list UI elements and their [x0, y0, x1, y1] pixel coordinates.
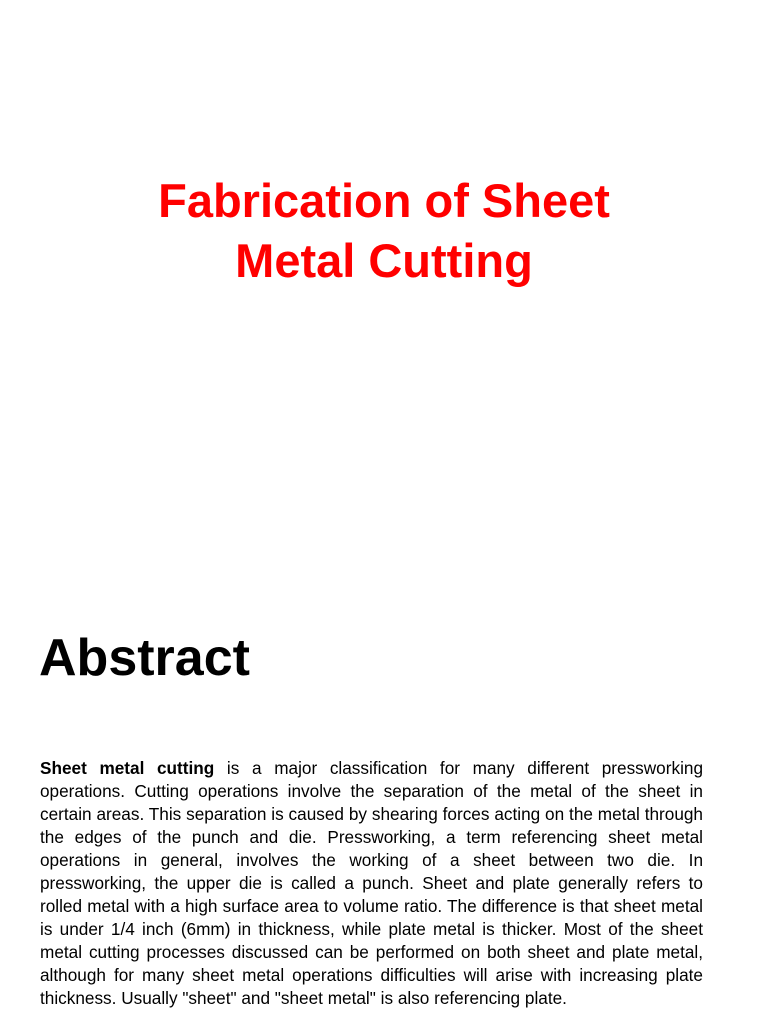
title-line-1: Fabrication of Sheet [158, 174, 610, 227]
document-title [0, 171, 768, 291]
abstract-heading: Abstract [39, 629, 250, 687]
abstract-lead-term: Sheet metal cutting [40, 758, 215, 778]
abstract-paragraph [40, 757, 703, 1010]
abstract-body-text: is a major classification for many different pressworking operations. Cutting operations involve the separation of the metal of the sheet in certain areas. This separation is caused by shearing forces acting on the metal through the edges of the punch and die. Pressworking, a term referencing sheet metal operations in general, involves the working of a sheet between two die. In pressworking, the upper die is called a punch. Sheet and plate generally refers to rolled metal with a high surface area to volume ratio. The difference is that sheet metal is under 1/4 inch (6mm) in thickness, while plate metal is thicker. Most of the sheet metal cutting processes discussed can be performed on both sheet and plate metal, although for many sheet metal operations difficulties will arise with increasing plate thickness. Usually "sheet" and "sheet metal" is also referencing plate. [40, 758, 703, 1008]
title-line-2: Metal Cutting [235, 234, 533, 287]
